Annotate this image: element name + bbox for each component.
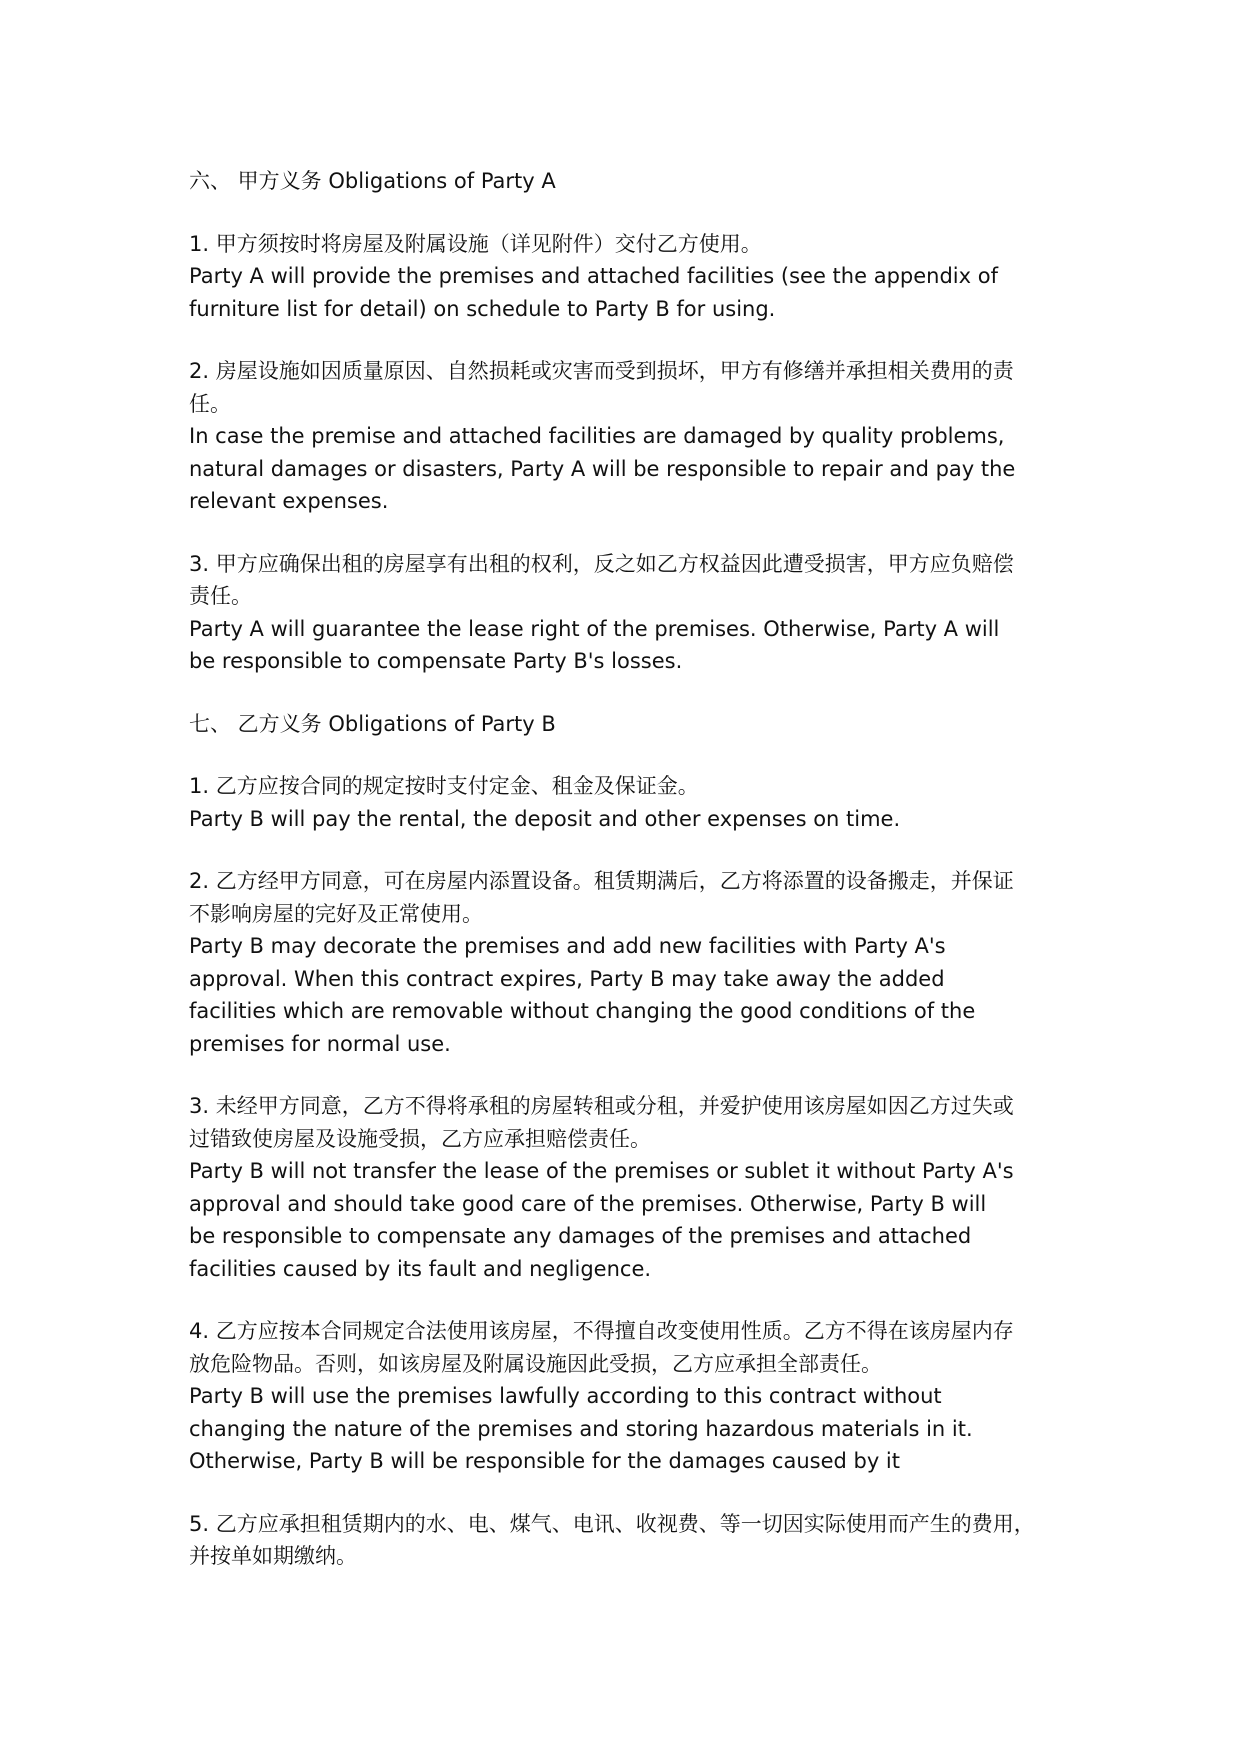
- section-6-item-1: [189, 228, 1069, 326]
- spacer: [189, 1478, 1069, 1508]
- item-en-line: facilities which are removable without changing the good conditions of the: [189, 999, 976, 1023]
- item-en-line: Party A will guarantee the lease right of the premises. Otherwise, Party A will: [189, 616, 1000, 641]
- item-en-line: be responsible to compensate Party B's losses.: [189, 649, 683, 673]
- item-en-line: Otherwise, Party B will be responsible for the damages caused by it: [189, 1449, 900, 1473]
- document-page: [189, 165, 1069, 1573]
- item-en-line: facilities caused by its fault and negligence.: [189, 1256, 652, 1281]
- item-zh-line: 2. 乙方经甲方同意，可在房屋内添置设备。租赁期满后，乙方将添置的设备搬走，并保证: [189, 869, 1014, 893]
- spacer: [189, 198, 1069, 228]
- item-en-line: Party B will not transfer the lease of the premises or sublet it without Party A's: [189, 1159, 1014, 1183]
- section-6-item-2: [189, 355, 1069, 518]
- item-zh-line: 3. 未经甲方同意，乙方不得将承租的房屋转租或分租，并爱护使用该房屋如因乙方过失或: [189, 1094, 1014, 1118]
- item-zh-line: 1. 乙方应按合同的规定按时支付定金、租金及保证金。: [189, 774, 699, 798]
- item-zh-line: 5. 乙方应承担租赁期内的水、电、煤气、电讯、收视费、等一切因实际使用而产生的费用，: [189, 1511, 1035, 1536]
- item-en-line: Party B will pay the rental, the deposit and other expenses on time.: [189, 806, 901, 831]
- spacer: [189, 1060, 1069, 1090]
- section-7-item-1: [189, 770, 1069, 835]
- item-en-line: premises for normal use.: [189, 1031, 451, 1056]
- item-en-line: furniture list for detail) on schedule to Party B for using.: [189, 296, 776, 321]
- item-en-line: approval and should take good care of the premises. Otherwise, Party B will: [189, 1191, 987, 1216]
- item-zh-line: 不影响房屋的完好及正常使用。: [189, 901, 483, 926]
- item-en-line: In case the premise and attached facilities are damaged by quality problems,: [189, 424, 1005, 448]
- section-7-item-5: [189, 1508, 1069, 1573]
- item-en-line: natural damages or disasters, Party A will be responsible to repair and pay the: [189, 456, 1016, 481]
- section-7: [189, 708, 1069, 1573]
- section-6-heading: 六、 甲方义务 Obligations of Party A: [189, 169, 556, 193]
- item-zh-line: 任。: [189, 391, 231, 416]
- section-6-item-3: [189, 548, 1069, 678]
- item-en-line: changing the nature of the premises and storing hazardous materials in it.: [189, 1416, 973, 1441]
- item-en-line: be responsible to compensate any damages of the premises and attached: [189, 1224, 972, 1248]
- spacer: [189, 1285, 1069, 1315]
- section-7-item-2: [189, 865, 1069, 1060]
- item-zh-line: 过错致使房屋及设施受损，乙方应承担赔偿责任。: [189, 1126, 651, 1151]
- spacer: [189, 678, 1069, 708]
- item-zh-line: 并按单如期缴纳。: [189, 1544, 357, 1568]
- section-7-heading: 七、 乙方义务 Obligations of Party B: [189, 711, 556, 736]
- spacer: [189, 835, 1069, 865]
- section-6: [189, 165, 1069, 678]
- item-zh-line: 1. 甲方须按时将房屋及附属设施（详见附件）交付乙方使用。: [189, 231, 762, 256]
- item-zh-line: 责任。: [189, 584, 252, 608]
- item-en-line: relevant expenses.: [189, 489, 389, 513]
- section-7-item-3: [189, 1090, 1069, 1285]
- item-zh-line: 2. 房屋设施如因质量原因、自然损耗或灾害而受到损坏，甲方有修缮并承担相关费用的责: [189, 359, 1014, 383]
- spacer: [189, 518, 1069, 548]
- item-zh-line: 3. 甲方应确保出租的房屋享有出租的权利，反之如乙方权益因此遭受损害，甲方应负赔偿: [189, 551, 1014, 576]
- item-en-line: Party B may decorate the premises and add new facilities with Party A's: [189, 934, 946, 958]
- item-zh-line: 放危险物品。否则，如该房屋及附属设施因此受损，乙方应承担全部责任。: [189, 1351, 882, 1376]
- spacer: [189, 325, 1069, 355]
- item-en-line: approval. When this contract expires, Party B may take away the added: [189, 966, 945, 991]
- section-7-item-4: [189, 1315, 1069, 1478]
- item-en-line: Party B will use the premises lawfully according to this contract without: [189, 1384, 942, 1408]
- spacer: [189, 740, 1069, 770]
- item-zh-line: 4. 乙方应按本合同规定合法使用该房屋，不得擅自改变使用性质。乙方不得在该房屋内存: [189, 1319, 1014, 1343]
- item-en-line: Party A will provide the premises and attached facilities (see the appendix of: [189, 264, 998, 288]
